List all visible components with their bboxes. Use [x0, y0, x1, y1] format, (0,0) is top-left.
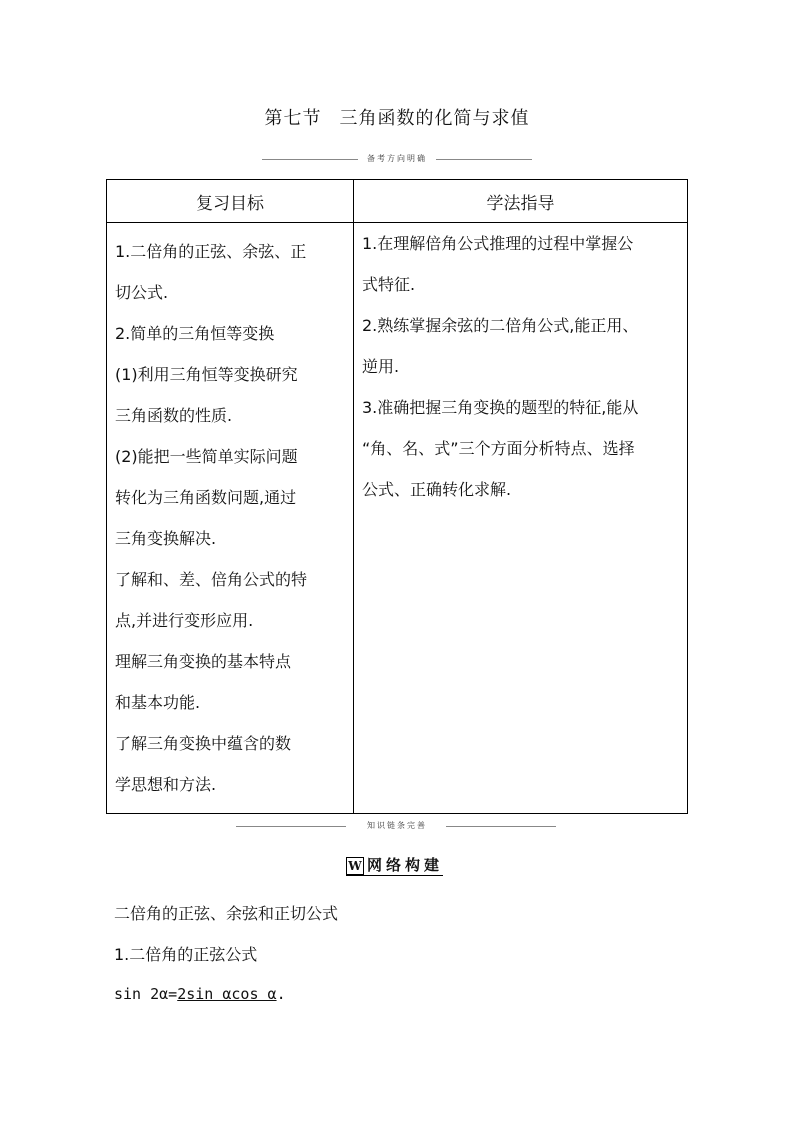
body-heading: 二倍角的正弦、余弦和正切公式: [114, 904, 339, 923]
w-badge-icon: W: [346, 857, 364, 875]
goals-table: [106, 179, 688, 814]
formula-lhs: sin 2α=: [114, 985, 178, 1003]
divider-label: 知识链条完善: [367, 821, 427, 830]
goal-line: 切公式.: [115, 283, 169, 302]
guide-line: 1.在理解倍角公式推理的过程中掌握公: [362, 234, 634, 253]
goal-line: 了解和、差、倍角公式的特: [115, 570, 308, 589]
review-goals-cell: [107, 223, 354, 814]
header-review-goals: 复习目标: [107, 180, 354, 223]
goal-line: 三角函数的性质.: [115, 406, 233, 425]
guide-line: 逆用.: [362, 357, 400, 376]
goal-line: 点,并进行变形应用.: [115, 611, 254, 630]
guide-line: 2.熟练掌握余弦的二倍角公式,能正用、: [362, 316, 639, 335]
body-item-1: 1.二倍角的正弦公式: [114, 945, 258, 964]
goal-line: (1)利用三角恒等变换研究: [115, 365, 298, 384]
goal-line: 三角变换解决.: [115, 529, 217, 548]
goal-line: 和基本功能.: [115, 693, 201, 712]
table-header-row: [107, 180, 688, 223]
formula-end: .: [276, 985, 286, 1003]
section-number: 第七节: [264, 108, 322, 129]
goal-line: (2)能把一些简单实际问题: [115, 447, 298, 466]
header-study-guide: 学法指导: [354, 180, 688, 223]
network-label: 网络构建: [367, 856, 444, 874]
goal-line: 2.简单的三角恒等变换: [115, 324, 275, 343]
formula-answer: 2sin αcos α: [177, 985, 277, 1003]
goal-line: 学思想和方法.: [115, 775, 217, 794]
page-title: [0, 104, 794, 130]
divider-bottom: [0, 819, 794, 833]
goal-line: 理解三角变换的基本特点: [115, 652, 292, 671]
divider-top: [0, 152, 794, 166]
goal-line: 转化为三角函数问题,通过: [115, 488, 297, 507]
study-guide-cell: [354, 223, 688, 814]
goal-line: 了解三角变换中蕴含的数: [115, 734, 292, 753]
network-heading: [346, 855, 443, 876]
formula-line: [114, 985, 286, 1003]
guide-line: 式特征.: [362, 275, 416, 294]
table-row: [107, 223, 688, 814]
guide-line: “角、名、式”三个方面分析特点、选择: [362, 439, 635, 458]
section-topic: 三角函数的化简与求值: [339, 108, 530, 129]
divider-label: 备考方向明确: [367, 154, 427, 163]
guide-line: 3.准确把握三角变换的题型的特征,能从: [362, 398, 639, 417]
guide-line: 公式、正确转化求解.: [362, 480, 512, 499]
goal-line: 1.二倍角的正弦、余弦、正: [115, 242, 307, 261]
